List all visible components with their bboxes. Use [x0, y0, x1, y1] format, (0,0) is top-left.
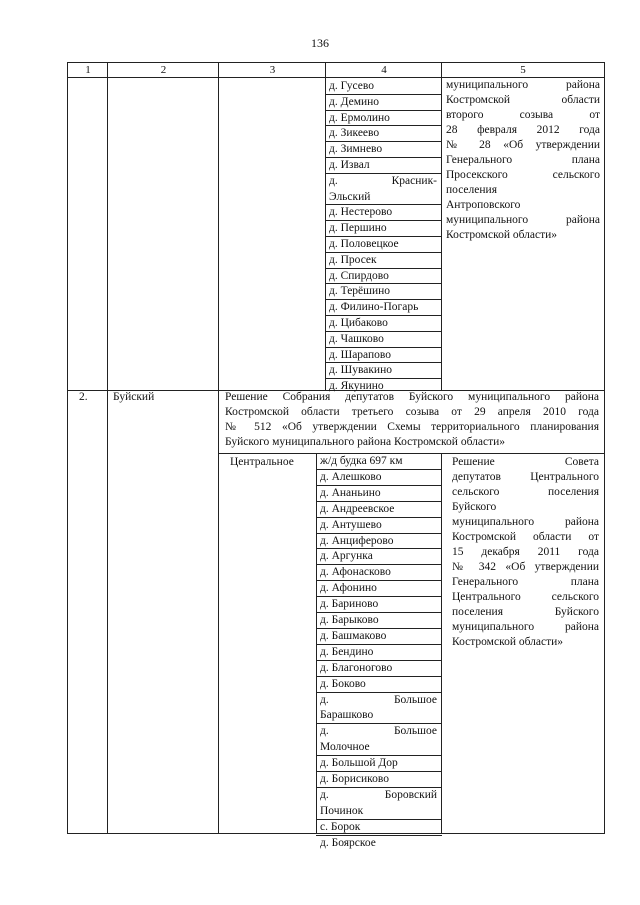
settlement-label: д. Половецкое [329, 238, 399, 250]
grid-vline [218, 62, 219, 390]
block2-decision [452, 455, 599, 650]
text-line: муниципального района [446, 214, 600, 226]
settlement-label: д. Першино [329, 222, 387, 235]
settlement-label: д. Ананьино [320, 486, 381, 499]
text-line: депутатов Центрального [452, 471, 599, 483]
settlement-item [329, 284, 437, 298]
settlement-item [329, 158, 437, 172]
settlement-item [320, 613, 437, 627]
grid-vline [441, 62, 442, 390]
settlement-label: д. Борисиково [320, 773, 389, 785]
text-line: Центрального сельского [452, 591, 599, 603]
row-number: 2. [79, 391, 88, 403]
settlement-name-part2: Эльский [329, 190, 371, 203]
settlement-label: д. Гусево [329, 80, 375, 92]
settlement-name-part1: Большое [393, 725, 437, 738]
settlement-item [329, 269, 437, 283]
settlement-prefix: д. [320, 725, 329, 738]
settlement-item [320, 534, 437, 548]
settlement-label: д. Антушево [320, 518, 382, 531]
settlement-item [329, 95, 437, 109]
settlement-label: д. Анциферово [320, 534, 394, 547]
settlement-item [329, 205, 437, 219]
district-name: Буйский [113, 391, 155, 403]
settlement-label: д. Чашково [329, 332, 384, 345]
settlement-item [320, 772, 437, 786]
text-line: второго созыва от [446, 109, 600, 121]
header-col-2: 2 [160, 64, 167, 76]
grid-vline [325, 62, 326, 390]
settlement-item [320, 661, 437, 675]
header-col-3: 3 [269, 64, 276, 76]
settlement-label: д. Шарапово [329, 348, 392, 361]
settlement-item [329, 221, 437, 235]
settlement-label: д. Барыково [320, 614, 379, 626]
text-line: Буйского [452, 501, 497, 513]
settlement-prefix: д. [329, 174, 338, 187]
settlement-label: д. Шувакино [329, 364, 392, 377]
text-line: Костромской области» [452, 636, 564, 648]
settlement-label: д. Спирдово [329, 269, 389, 282]
text-line: Генерального плана [452, 576, 599, 588]
text-line: Антроповского [446, 199, 521, 211]
header-col-5: 5 [520, 64, 526, 76]
settlement-item [320, 454, 437, 468]
settlement-name-part1: Красник- [391, 174, 437, 187]
text-line: 15 декабря 2011 года [452, 546, 599, 558]
settlement-item [320, 581, 437, 595]
text-line: Костромской области» [446, 229, 558, 241]
settlement-label: д. Бариново [320, 598, 379, 611]
settlement-label: д. Афонасково [320, 566, 391, 579]
settlement-name-part2: Молочное [320, 741, 370, 754]
settlement-label: д. Боярское [320, 836, 376, 849]
settlement-label: с. Борок [320, 820, 361, 833]
settlement-name-part2: Починок [320, 804, 364, 817]
settlement-label: д. Бендино [320, 645, 374, 658]
text-line: поселения [446, 184, 497, 196]
settlement-item [320, 549, 437, 563]
settlement-item [320, 597, 437, 611]
district-decision [225, 390, 599, 450]
header-col-1: 1 [85, 64, 91, 76]
text-line: Костромской области [446, 94, 600, 106]
settlement-label: д. Якунино [329, 380, 384, 393]
settlement-item [320, 518, 437, 532]
settlement-label: д. Ермолино [329, 111, 390, 124]
settlement-name-part1: Боровский [384, 788, 437, 801]
page-number: 136 [311, 36, 329, 50]
settlement-item [320, 486, 437, 500]
settlement-label: д. Большой Дор [320, 757, 398, 770]
settlement-label: д. Демино [329, 95, 380, 108]
settlement-item [329, 348, 437, 362]
grid-vline [107, 62, 108, 834]
settlement-item [320, 629, 437, 643]
settlement-label: д. Афонино [320, 582, 377, 595]
settlement-item [320, 724, 437, 754]
settlement-label: д. Алешково [320, 470, 382, 483]
settlement-item [329, 363, 437, 377]
text-line: сельского поселения [452, 486, 599, 498]
text-line: Просекского сельского [446, 169, 600, 181]
settlement-item [329, 316, 437, 330]
settlement-label: д. Башмаково [320, 629, 387, 642]
text-line: Костромской области третьего созыва от 29 апреля 2010 года [225, 406, 599, 418]
settlement-name: Центральное [230, 456, 294, 468]
settlement-item [320, 820, 437, 834]
settlement-item [329, 79, 437, 93]
settlement-item [329, 142, 437, 156]
text-line: № 342 «Об утверждении [452, 561, 599, 573]
settlement-name-part2: Барашково [320, 709, 374, 722]
settlement-item [320, 788, 437, 818]
settlement-label: д. Андреевское [320, 502, 395, 515]
settlement-prefix: д. [320, 693, 329, 706]
text-line: № 512 «Об утверждении Схемы территориального планирования [225, 421, 599, 433]
text-line: муниципального района [452, 516, 599, 528]
text-line: Буйского муниципального района Костромской области» [225, 436, 506, 448]
settlement-label: д. Цибаково [329, 317, 388, 329]
block1-decision [446, 78, 600, 243]
settlement-item [329, 332, 437, 346]
settlement-label: д. Филино-Погарь [329, 301, 419, 314]
text-line: № 28 «Об утверждении [446, 139, 600, 151]
settlement-label: ж/д будка 697 км [320, 455, 403, 467]
settlement-item [329, 126, 437, 140]
settlement-name-part1: Большое [393, 693, 437, 706]
text-line: 28 февраля 2012 года [446, 124, 600, 136]
settlement-label: д. Аргунка [320, 550, 373, 563]
text-line: муниципального района [446, 79, 600, 91]
settlement-label: д. Зикеево [329, 127, 380, 140]
header-col-4: 4 [381, 64, 387, 76]
settlement-item [320, 756, 437, 770]
settlement-label: д. Благоногово [320, 661, 393, 674]
grid-vline [218, 390, 219, 453]
settlement-item [320, 502, 437, 516]
text-line: Костромской области от [452, 531, 599, 543]
grid-vline [218, 453, 219, 834]
settlement-item [320, 836, 437, 850]
settlement-prefix: д. [320, 788, 329, 801]
settlement-item [320, 565, 437, 579]
text-line: Решение Совета [452, 456, 599, 468]
table-header-row [67, 62, 605, 78]
settlement-item [329, 253, 437, 267]
settlement-label: д. Извал [329, 159, 370, 171]
text-line: поселения Буйского [452, 606, 599, 618]
settlement-item [329, 174, 437, 204]
settlement-item [320, 645, 437, 659]
settlement-item [329, 111, 437, 125]
settlement-label: д. Нестерово [329, 206, 393, 219]
settlement-item [320, 693, 437, 723]
settlement-item [320, 470, 437, 484]
settlement-item [320, 677, 437, 691]
settlement-item [329, 300, 437, 314]
settlement-label: д. Боково [320, 677, 366, 690]
text-line: муниципального района [452, 621, 599, 633]
settlement-label: д. Терёшино [329, 285, 391, 298]
settlement-label: д. Просек [329, 253, 377, 266]
settlement-label: д. Зимнево [329, 143, 383, 156]
text-line: Решение Собрания депутатов Буйского муниципального района [225, 391, 599, 403]
text-line: Генерального плана [446, 154, 600, 166]
settlement-item [329, 237, 437, 251]
